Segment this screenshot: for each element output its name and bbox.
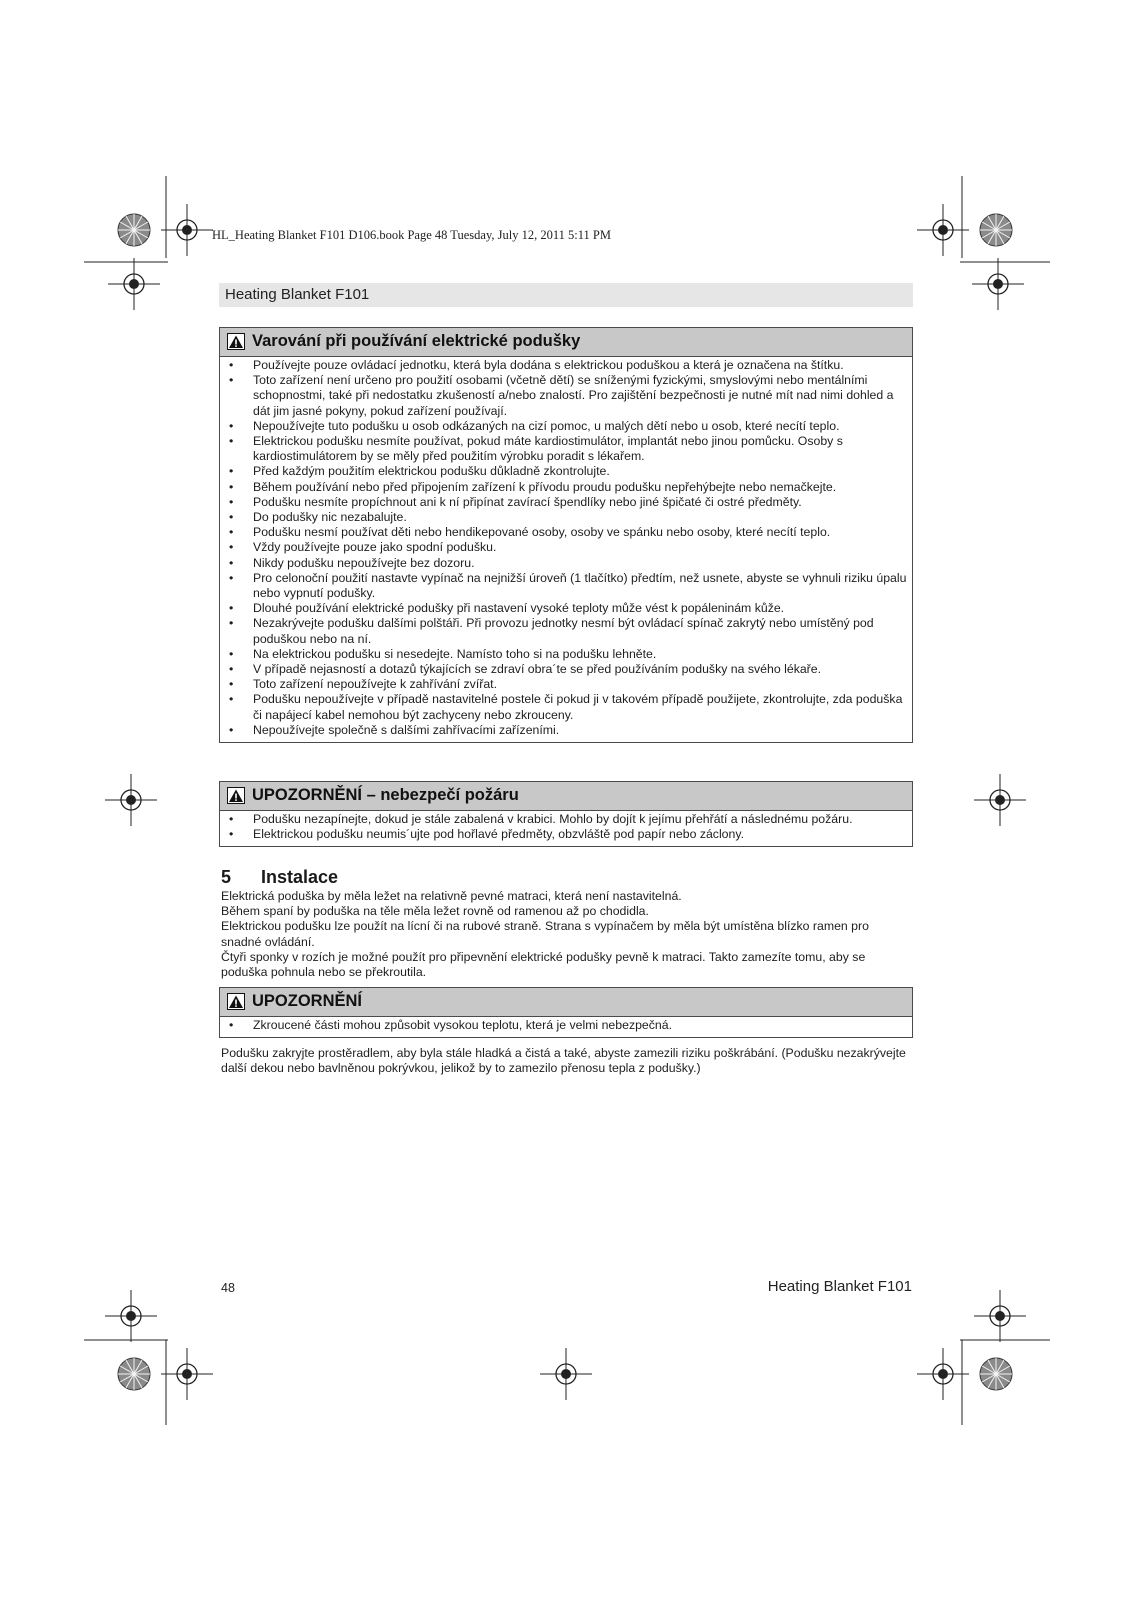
fire-hazard-box-header (220, 782, 912, 811)
section-body (221, 889, 911, 980)
warning-box (219, 327, 913, 743)
warning-list (220, 357, 912, 742)
list-item: • Toto zařízení není určeno pro použití osobami (včetně dětí) se sníženými fyzickými, smyslovými nebo mentálními schopnostmi, také při nedostatku zkušeností a/nebo znalostí. Pro zajištění bezpečnosti je nutné mít nad nimi dohled a dát jim jasné pokyny, pokud zařízení používají. (220, 373, 912, 419)
list-item: • Nezakrývejte podušku dalšími polštáři. Při provozu jednotky nesmí být ovládací spínač zakrytý nebo umístěný pod poduškou nebo na ní. (220, 616, 912, 646)
caution-list (220, 1017, 912, 1037)
fire-hazard-box (219, 781, 913, 847)
list-item: • V případě nejasností a dotazů týkajících se zdraví obra´te se před používáním podušky na svého lékaře. (220, 662, 912, 677)
list-item: • Před každým použitím elektrickou podušku důkladně zkontrolujte. (220, 464, 912, 479)
paragraph: Podušku zakryjte prostěradlem, aby byla stále hladká a čistá a také, abyste zamezili riziku poškrábání. (Podušku nezakrývejte další dekou nebo bavlněnou pokrývkou, jelikož by to zamezilo přenosu tepla z podušky.) (221, 1046, 906, 1076)
warning-icon (227, 993, 245, 1010)
paragraph: Čtyři sponky v rozích je možné použít pro připevnění elektrické podušky pevně k matraci. Takto zamezíte tomu, aby se poduška pohnula nebo se překroutila. (221, 949, 866, 980)
warning-box-title: Varování při používání elektrické podušky (252, 332, 581, 350)
list-item: • Do podušky nic nezabalujte. (220, 510, 912, 525)
list-item: • Toto zařízení nepoužívejte k zahřívání zvířat. (220, 677, 912, 692)
list-item: • Podušku nezapínejte, dokud je stále zabalená v krabici. Mohlo by dojít k jejímu přehřátí a následnému požáru. (220, 812, 912, 827)
list-item: • Na elektrickou podušku si nesedejte. Namísto toho si na podušku lehněte. (220, 647, 912, 662)
paragraph: Elektrickou podušku lze použít na lícní či na rubové straně. Strana s vypínačem by měla být umístěna blízko ramen pro snadné ovládání. (221, 919, 869, 949)
list-item: • Podušku nesmíte propíchnout ani k ní připínat zavírací špendlíky nebo jiné špičaté či ostré předměty. (220, 495, 912, 510)
footer-title: Heating Blanket F101 (767, 1278, 912, 1295)
list-item: • Nepoužívejte společně s dalšími zahřívacími zařízeními. (220, 723, 912, 738)
list-item: • Vždy používejte pouze jako spodní podušku. (220, 540, 912, 555)
warning-icon (227, 333, 245, 350)
print-info-line: HL_Heating Blanket F101 D106.book Page 48 Tuesday, July 12, 2011 5:11 PM (212, 228, 611, 242)
paragraph: Elektrická poduška by měla ležet na relativně pevné matraci, která není nastavitelná. (221, 889, 682, 903)
section-number: 5 (221, 867, 232, 887)
list-item: • Zkroucené části mohou způsobit vysokou teplotu, která je velmi nebezpečná. (220, 1018, 912, 1033)
list-item: • Nikdy podušku nepoužívejte bez dozoru. (220, 556, 912, 571)
list-item: • Pro celonoční použití nastavte vypínač na nejnižší úroveň (1 tlačítko) předtím, než usnete, abyste se vyhnuli riziku úpalu nebo vypnutí podušky. (220, 571, 912, 601)
paragraph: Během spaní by poduška na těle měla ležet rovně od ramenou až po chodidla. (221, 904, 649, 919)
closing-paragraph (221, 1046, 911, 1076)
header-title: Heating Blanket F101 (225, 286, 370, 303)
list-item: • Dlouhé používání elektrické podušky při nastavení vysoké teploty může vést k popáleninám kůže. (220, 601, 912, 616)
fire-hazard-box-title: UPOZORNĚNÍ – nebezpečí požáru (252, 786, 519, 804)
running-header (219, 283, 913, 307)
list-item: • Elektrickou podušku nesmíte používat, pokud máte kardiostimulátor, implantát nebo jinou pomůcku. Osoby s kardiostimulátorem by se měly před použitím výrobku poradit s lékařem. (220, 434, 912, 464)
list-item: • Používejte pouze ovládací jednotku, která byla dodána s elektrickou poduškou a která je označena na štítku. (220, 358, 912, 373)
list-item: • Podušku nesmí používat děti nebo hendikepované osoby, osoby ve spánku nebo osoby, které necítí teplo. (220, 525, 912, 540)
list-item: • Elektrickou podušku neumis´ujte pod hořlavé předměty, obzvláště pod papír nebo záclony. (220, 827, 912, 842)
section-title: Instalace (261, 867, 339, 887)
fire-hazard-list (220, 811, 912, 846)
warning-box-header (220, 328, 912, 357)
warning-icon (227, 787, 245, 804)
caution-box (219, 987, 913, 1038)
list-item: • Během používání nebo před připojením zařízení k přívodu proudu podušku nepřehýbejte nebo nemačkejte. (220, 480, 912, 495)
caution-box-header (220, 988, 912, 1017)
list-item: • Nepoužívejte tuto podušku u osob odkázaných na cizí pomoc, u malých dětí nebo u osob, které necítí teplo. (220, 419, 912, 434)
caution-box-title: UPOZORNĚNÍ (252, 992, 363, 1010)
page-number: 48 (221, 1281, 235, 1295)
list-item: • Podušku nepoužívejte v případě nastavitelné postele či pokud ji v takovém případě použijete, zkontrolujte, zda poduška či napájecí kabel nemohou být zachyceny nebo zkrouceny. (220, 692, 912, 722)
